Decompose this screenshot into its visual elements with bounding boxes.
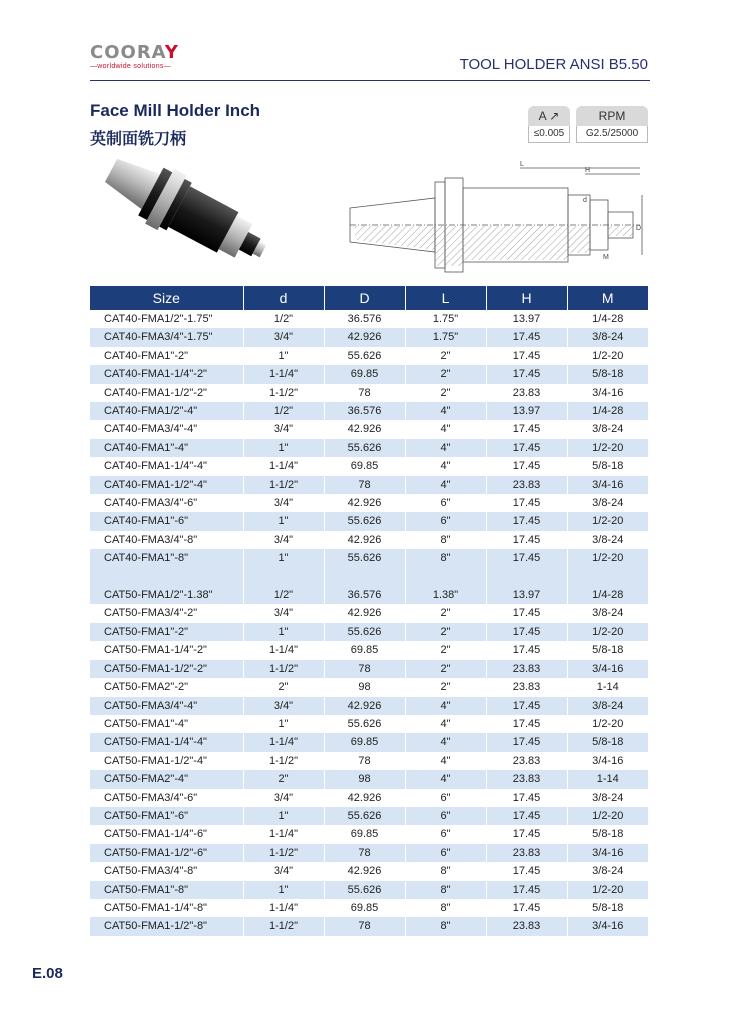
cell-D: 78 — [324, 384, 405, 402]
cell-M: 1/2-20 — [592, 717, 624, 730]
cell-L: 6" — [405, 807, 486, 825]
cell-M: 1/2-20 — [567, 439, 648, 457]
table-row — [90, 476, 648, 494]
cell-size: CAT50-FMA1"-4" — [90, 715, 243, 733]
runout-badge — [528, 106, 570, 143]
cell-M: 3/4-16 — [567, 844, 648, 862]
cell-size: CAT50-FMA3/4"-2" — [90, 604, 243, 622]
cell-size: CAT40-FMA1/2"-1.75" — [90, 310, 243, 328]
cell-size: CAT50-FMA1-1/2"-4" — [90, 752, 243, 770]
cell-M: 3/8-24 — [592, 607, 624, 620]
cell-M: 1/4-28 — [567, 586, 648, 604]
spec-table — [90, 286, 648, 936]
cell-D: 69.85 — [324, 457, 405, 475]
table-row — [90, 807, 648, 825]
runout-value: ≤0.005 — [528, 126, 570, 143]
table-row — [90, 531, 648, 549]
table-row — [90, 825, 648, 843]
cell-M: 3/8-24 — [592, 497, 624, 510]
cell-size: CAT40-FMA3/4"-8" — [90, 531, 243, 549]
cell-D: 36.576 — [324, 310, 405, 328]
cell-d: 1-1/4" — [243, 365, 324, 383]
cell-M: 3/4-16 — [592, 386, 624, 399]
table-row — [90, 752, 648, 770]
cell-M: 3/4-16 — [567, 917, 648, 935]
table-row — [90, 512, 648, 530]
cell-D: 42.926 — [324, 697, 405, 715]
cell-H: 17.45 — [486, 789, 567, 807]
cell-size: CAT50-FMA1"-8" — [90, 881, 243, 899]
cell-L: 2" — [405, 365, 486, 383]
cell-M: 5/8-18 — [592, 828, 624, 841]
cell-size: CAT50-FMA1/2"-1.38" — [90, 586, 243, 604]
table-row — [90, 660, 648, 678]
cell-D: 78 — [324, 660, 405, 678]
cell-H: 17.45 — [486, 347, 567, 365]
cell-H: 23.83 — [486, 476, 567, 494]
table-row — [90, 917, 648, 935]
cell-size: CAT40-FMA3/4"-1.75" — [90, 328, 243, 346]
cell-H: 17.45 — [486, 457, 567, 475]
cell-d: 1-1/4" — [243, 899, 324, 917]
table-row — [90, 549, 648, 567]
cell-L: 2" — [405, 641, 486, 659]
cell-M: 1/4-28 — [567, 402, 648, 420]
column-header-d: d — [243, 286, 324, 310]
cell-size: CAT40-FMA1"-6" — [90, 512, 243, 530]
header-divider — [90, 80, 650, 81]
cell-H: 23.83 — [486, 752, 567, 770]
cell-d — [243, 568, 324, 586]
cell-d: 1" — [243, 512, 324, 530]
cell-H: 13.97 — [486, 310, 567, 328]
cell-D: 69.85 — [324, 825, 405, 843]
cell-size: CAT50-FMA1"-6" — [90, 807, 243, 825]
cell-size: CAT40-FMA1-1/2"-2" — [90, 384, 243, 402]
cell-H: 17.45 — [486, 862, 567, 880]
table-row — [90, 439, 648, 457]
cell-D: 42.926 — [324, 531, 405, 549]
cell-L: 4" — [405, 402, 486, 420]
cell-D: 78 — [324, 476, 405, 494]
cell-size: CAT50-FMA3/4"-4" — [90, 697, 243, 715]
brand-wordmark: COORAY — [90, 42, 179, 63]
cell-H: 17.45 — [486, 641, 567, 659]
cell-size: CAT50-FMA3/4"-8" — [90, 862, 243, 880]
cell-M: 1/2-20 — [567, 881, 648, 899]
cell-M: 3/4-16 — [567, 476, 648, 494]
cell-M: 5/8-18 — [592, 644, 624, 657]
table-row — [90, 384, 648, 402]
cell-size: CAT50-FMA2"-2" — [90, 678, 243, 696]
cell-D: 78 — [324, 844, 405, 862]
table-row — [90, 678, 648, 696]
page-title: Face Mill Holder Inch — [90, 101, 261, 120]
cell-D: 98 — [324, 770, 405, 788]
cell-d: 1" — [243, 549, 324, 567]
table-row — [90, 420, 648, 438]
table-row — [90, 899, 648, 917]
cell-H: 17.45 — [486, 697, 567, 715]
table-row — [90, 347, 648, 365]
cell-D: 42.926 — [324, 328, 405, 346]
cell-M: 3/8-24 — [592, 791, 624, 804]
cell-L: 2" — [405, 604, 486, 622]
table-header-row — [90, 286, 648, 310]
cell-D — [324, 568, 405, 586]
cell-L: 6" — [405, 512, 486, 530]
cell-L: 4" — [405, 476, 486, 494]
table-row — [90, 844, 648, 862]
cell-D: 78 — [324, 917, 405, 935]
table-row — [90, 641, 648, 659]
cell-d: 3/4" — [243, 862, 324, 880]
technical-drawing — [345, 160, 645, 275]
cell-d: 3/4" — [243, 494, 324, 512]
table-row — [90, 494, 648, 512]
spec-table-body — [90, 310, 648, 936]
cell-L: 4" — [405, 439, 486, 457]
table-row — [90, 328, 648, 346]
cell-H: 23.83 — [486, 844, 567, 862]
cell-D: 36.576 — [324, 402, 405, 420]
cell-size: CAT50-FMA1-1/2"-8" — [90, 917, 243, 935]
cell-M: 3/8-24 — [592, 865, 624, 878]
cell-d: 1" — [243, 881, 324, 899]
cell-H: 23.83 — [486, 917, 567, 935]
table-row — [90, 733, 648, 751]
cell-H: 17.45 — [486, 881, 567, 899]
cell-H: 13.97 — [486, 402, 567, 420]
cell-D: 42.926 — [324, 420, 405, 438]
cell-H: 17.45 — [486, 328, 567, 346]
table-row — [90, 402, 648, 420]
table-row — [90, 365, 648, 383]
cell-M: 1/2-20 — [567, 807, 648, 825]
cell-size: CAT40-FMA3/4"-4" — [90, 420, 243, 438]
cell-L: 4" — [405, 457, 486, 475]
cell-M: 1/4-28 — [592, 313, 624, 325]
cell-L: 4" — [405, 770, 486, 788]
cell-D: 69.85 — [324, 733, 405, 751]
cell-size: CAT40-FMA1-1/4"-2" — [90, 365, 243, 383]
cell-M — [567, 568, 648, 586]
table-row — [90, 715, 648, 733]
cell-H: 23.83 — [486, 384, 567, 402]
cell-L: 4" — [405, 420, 486, 438]
cell-D: 55.626 — [324, 715, 405, 733]
cell-D: 42.926 — [324, 494, 405, 512]
cell-M: 3/8-24 — [592, 423, 624, 436]
cell-H: 17.45 — [486, 825, 567, 843]
cell-d: 3/4" — [243, 604, 324, 622]
table-row — [90, 862, 648, 880]
cell-d: 1-1/2" — [243, 917, 324, 935]
cell-M: 5/8-18 — [567, 365, 648, 383]
column-header-M: M — [567, 286, 648, 310]
dimension-label-D: D — [636, 225, 642, 232]
cell-L: 8" — [405, 881, 486, 899]
cell-L — [405, 568, 486, 586]
cell-size: CAT50-FMA1"-2" — [90, 623, 243, 641]
cell-M: 3/8-24 — [592, 533, 624, 546]
cell-size: CAT50-FMA1-1/4"-8" — [90, 899, 243, 917]
cell-M: 5/8-18 — [567, 733, 648, 751]
table-row — [90, 881, 648, 899]
cell-L: 8" — [405, 917, 486, 935]
cell-H: 23.83 — [486, 770, 567, 788]
cell-H: 17.45 — [486, 365, 567, 383]
cell-L: 1.75" — [405, 310, 486, 328]
cell-L: 1.38" — [405, 586, 486, 604]
cell-size: CAT50-FMA2"-4" — [90, 770, 243, 788]
column-header-L: L — [405, 286, 486, 310]
cell-D: 69.85 — [324, 365, 405, 383]
cell-size: CAT40-FMA1"-4" — [90, 439, 243, 457]
cell-L: 8" — [405, 549, 486, 567]
cell-H: 17.45 — [486, 623, 567, 641]
catalog-section-title: TOOL HOLDER ANSI B5.50 — [459, 56, 648, 73]
cell-D: 55.626 — [324, 807, 405, 825]
cell-size: CAT50-FMA1-1/4"-4" — [90, 733, 243, 751]
cell-d: 1-1/2" — [243, 660, 324, 678]
cell-size: CAT40-FMA1/2"-4" — [90, 402, 243, 420]
cell-size: CAT40-FMA1"-8" — [90, 549, 243, 567]
rpm-value: G2.5/25000 — [576, 126, 648, 143]
cell-D: 42.926 — [324, 789, 405, 807]
table-row — [90, 604, 648, 622]
column-header-D: D — [324, 286, 405, 310]
cell-d: 1" — [243, 715, 324, 733]
cell-size: CAT40-FMA1-1/4"-4" — [90, 457, 243, 475]
cell-H: 17.45 — [486, 899, 567, 917]
dimension-label-d: d — [583, 197, 587, 204]
brand-logo — [90, 42, 179, 70]
cell-d: 1" — [243, 623, 324, 641]
tool-holder-photo — [95, 150, 295, 280]
page-title-chinese: 英制面铣刀柄 — [90, 129, 187, 148]
table-row — [90, 697, 648, 715]
table-row — [90, 457, 648, 475]
rpm-label: RPM — [576, 106, 648, 126]
cell-M: 1/2-20 — [567, 549, 648, 567]
table-row — [90, 789, 648, 807]
cell-M: 1-14 — [596, 681, 619, 694]
cell-L: 6" — [405, 789, 486, 807]
cell-L: 8" — [405, 899, 486, 917]
dimension-label-H: H — [585, 167, 591, 174]
cell-H: 17.45 — [486, 531, 567, 549]
dimension-label-M: M — [603, 254, 609, 261]
cell-D: 42.926 — [324, 862, 405, 880]
cell-L: 2" — [405, 678, 486, 696]
cell-L: 4" — [405, 752, 486, 770]
table-row — [90, 586, 648, 604]
cell-D: 98 — [324, 678, 405, 696]
cell-M: 1/2-20 — [567, 623, 648, 641]
cell-L: 6" — [405, 494, 486, 512]
cell-d: 1-1/4" — [243, 733, 324, 751]
cell-M: 3/4-16 — [567, 660, 648, 678]
cell-L: 2" — [405, 623, 486, 641]
cell-L: 6" — [405, 825, 486, 843]
runout-icon: A ↗ — [528, 106, 570, 126]
cell-D: 36.576 — [324, 586, 405, 604]
cell-H: 23.83 — [486, 660, 567, 678]
cell-H: 17.45 — [486, 512, 567, 530]
cell-M: 5/8-18 — [592, 901, 624, 914]
cell-L: 6" — [405, 844, 486, 862]
cell-d: 1" — [243, 807, 324, 825]
cell-H: 17.45 — [486, 549, 567, 567]
cell-d: 3/4" — [243, 420, 324, 438]
cell-H: 17.45 — [486, 807, 567, 825]
page-number: E.08 — [32, 965, 63, 982]
cell-H: 13.97 — [486, 586, 567, 604]
table-row — [90, 770, 648, 788]
cell-D: 69.85 — [324, 899, 405, 917]
cell-L: 2" — [405, 660, 486, 678]
cell-L: 1.75" — [405, 328, 486, 346]
rpm-badge — [576, 106, 648, 143]
cell-H: 17.45 — [486, 604, 567, 622]
cell-M: 1-14 — [567, 770, 648, 788]
cell-H: 17.45 — [486, 420, 567, 438]
cell-D: 55.626 — [324, 439, 405, 457]
cell-size: CAT50-FMA1-1/4"-2" — [90, 641, 243, 659]
cell-D: 55.626 — [324, 347, 405, 365]
cell-d: 2" — [243, 678, 324, 696]
cell-size: CAT50-FMA1-1/2"-6" — [90, 844, 243, 862]
cell-D: 55.626 — [324, 549, 405, 567]
cell-D: 55.626 — [324, 881, 405, 899]
cell-M: 5/8-18 — [592, 460, 624, 473]
cell-d: 1-1/4" — [243, 825, 324, 843]
cell-d: 3/4" — [243, 328, 324, 346]
table-row — [90, 310, 648, 328]
cell-L: 4" — [405, 715, 486, 733]
cell-size: CAT40-FMA1"-2" — [90, 347, 243, 365]
cell-L: 8" — [405, 862, 486, 880]
column-header-H: H — [486, 286, 567, 310]
cell-L: 2" — [405, 347, 486, 365]
cell-L: 4" — [405, 733, 486, 751]
cell-size: CAT50-FMA1-1/4"-6" — [90, 825, 243, 843]
cell-H: 17.45 — [486, 439, 567, 457]
cell-d: 3/4" — [243, 531, 324, 549]
cell-M: 1/2-20 — [592, 349, 624, 362]
cell-d: 1/2" — [243, 402, 324, 420]
cell-D: 55.626 — [324, 623, 405, 641]
cell-D: 55.626 — [324, 512, 405, 530]
cell-M: 3/4-16 — [592, 754, 624, 767]
cell-size: CAT50-FMA1-1/2"-2" — [90, 660, 243, 678]
cell-d: 1-1/4" — [243, 641, 324, 659]
cell-d: 3/4" — [243, 697, 324, 715]
cell-d: 3/4" — [243, 789, 324, 807]
column-header-size: Size — [90, 286, 243, 310]
cell-d: 1" — [243, 347, 324, 365]
cell-L: 8" — [405, 531, 486, 549]
cell-D: 69.85 — [324, 641, 405, 659]
cell-H: 23.83 — [486, 678, 567, 696]
cell-M: 3/8-24 — [567, 697, 648, 715]
cell-M: 1/2-20 — [567, 512, 648, 530]
cell-size: CAT40-FMA1-1/2"-4" — [90, 476, 243, 494]
table-spacer-row — [90, 568, 648, 586]
dimension-label-L: L — [520, 161, 524, 168]
cell-H: 17.45 — [486, 733, 567, 751]
table-row — [90, 623, 648, 641]
cell-d: 1-1/2" — [243, 384, 324, 402]
cell-H: 17.45 — [486, 715, 567, 733]
cell-D: 42.926 — [324, 604, 405, 622]
cell-d: 1" — [243, 439, 324, 457]
cell-D: 78 — [324, 752, 405, 770]
cell-d: 1-1/2" — [243, 476, 324, 494]
cell-size: CAT50-FMA3/4"-6" — [90, 789, 243, 807]
cell-d: 1/2" — [243, 586, 324, 604]
cell-d: 1-1/2" — [243, 752, 324, 770]
brand-tagline: —worldwide solutions— — [90, 63, 171, 70]
cell-d: 1/2" — [243, 310, 324, 328]
cell-size: CAT40-FMA3/4"-6" — [90, 494, 243, 512]
cell-H: 17.45 — [486, 494, 567, 512]
cell-L: 4" — [405, 697, 486, 715]
cell-d: 1-1/2" — [243, 844, 324, 862]
cell-L: 2" — [405, 384, 486, 402]
cell-size — [90, 568, 243, 586]
cell-d: 2" — [243, 770, 324, 788]
cell-d: 1-1/4" — [243, 457, 324, 475]
cell-H — [486, 568, 567, 586]
cell-M: 3/8-24 — [567, 328, 648, 346]
